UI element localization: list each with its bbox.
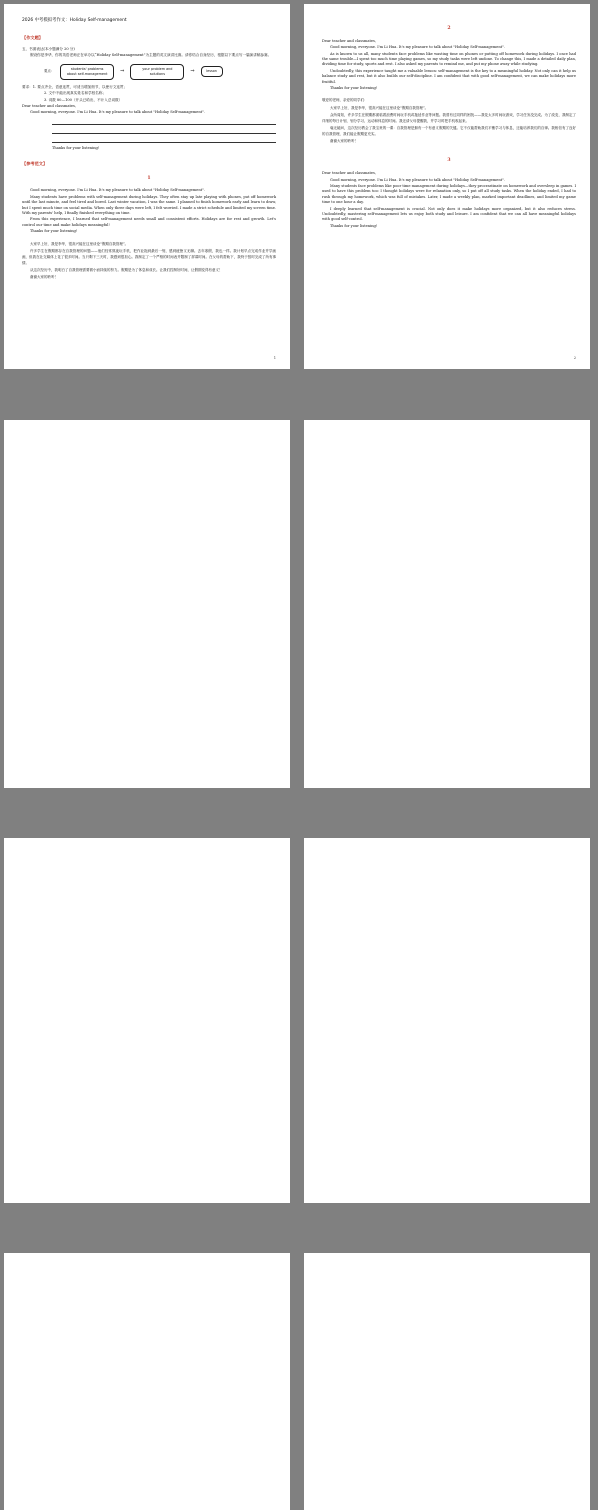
translation-paragraph: 大家早上好，我是李华，很高兴能在这里谈论“假期自我管理”。 (330, 105, 429, 110)
page-2 (304, 4, 590, 369)
essay-paragraph: Dear teacher and classmates, (322, 38, 377, 43)
writing-line (52, 137, 276, 143)
reference-section-label: 【参考范文】 (22, 161, 48, 167)
flow-label: 要点： (44, 69, 55, 74)
essay-paragraph: Many students face problems like poor time management during holidays—they procrastinate on homework and oversleep in games. I used to have this problem too: I thought holidays were for relaxation only, so I put off all study tasks. When the holiday ended, I had to rush through my homework, which was full of mistakes. Later, I made a weekly plan, marked important deadlines, and limited my game time to one hour a day. (322, 183, 576, 205)
translation-paragraph: 从这次经历中，我明白了自我管理需要微小而持续的努力。假期是为了休息和成长。让我们控制好时间，让假期变得有意义！ (30, 268, 223, 273)
task-section-label: 【作文题】 (22, 34, 43, 40)
page-number: 2 (573, 355, 576, 360)
essay-paragraph: Good morning, everyone. I'm Li Hua. It's my pleasure to talk about "Holiday Self-management". (330, 177, 505, 182)
opening-line: Good morning, everyone. I'm Li Hua. It's my pleasure to talk about "Holiday Self-management". (30, 110, 205, 115)
essay-paragraph: Many students have problems with self-management during holidays. They often stay up late playing with phones, put off homework until the last minute, and feel tired and bored. Last winter vacation, I was the same. I planned to finish homework early and learn to draw, but I spent much time on social media. When only three days were left, I felt worried. I made a strict schedule and limited my screen time. With my parents' help, I finally finished everything on time. (22, 194, 276, 215)
essay-paragraph: Thanks for your listening! (30, 229, 78, 234)
flow-box: lesson (201, 66, 223, 77)
opening-line: Dear teacher and classmates, (22, 104, 77, 109)
flow-box: students' problems about self-management (60, 64, 114, 80)
translation-paragraph: 许多学生在假期都存在自我管理的问题——他们经常熬夜玩手机，把作业拖到最后一刻，感到疲惫又无聊。去年寒假，我也一样。我计划早点完成作业并学画画，但我在社交媒体上花了很多时间。当只剩下三天时，我感到很担心。我制定了一个严格的时间表并限制了屏幕时间。在父母的帮助下，我终于按时完成了所有事情。 (22, 248, 276, 265)
page-4 (304, 420, 590, 788)
translation-paragraph: 谢谢大家的聆听！ (330, 139, 358, 144)
task-instruction: 五、书面表达(本小题满分 20 分) (22, 46, 75, 51)
page-header: 2026 中考模拟考作文：Holiday Self-management (22, 18, 127, 23)
translation-paragraph: 谢谢大家的聆听！ (30, 275, 58, 280)
page-8 (304, 1253, 590, 1510)
essay-paragraph: Dear teacher and classmates, (322, 171, 377, 176)
essay-paragraph: Thanks for your listening! (330, 223, 378, 228)
task-instruction: 假设你是李华，你的英语老师正在举办以“Holiday Self-management”为主题的英文演讲比赛。请你结合自身经历，根据以下要点写一篇演讲稿参赛。 (30, 53, 272, 58)
essay-number: 1 (147, 175, 151, 181)
essay-paragraph: As is known to us all, many students face problems like wasting time on phones or putting off homework during holidays. I once had the same trouble—I spent too much time playing games, so my study tasks were left undone. To change this, I made a detailed daily plan, dividing time for study, sports and rest. I also asked my parents to remind me, and put my phone away while studying. (322, 51, 576, 67)
translation-paragraph: 大家早上好，我是李华，很高兴能在这里谈论“假期自我管理”。 (30, 241, 129, 246)
essay-paragraph: From this experience, I learned that self-management needs small and consistent efforts. Holidays are for rest and growth. Let's control our time and make holidays meaningful! (22, 217, 276, 227)
arrow-right-icon: ⇒ (190, 68, 195, 75)
writing-line (52, 119, 276, 125)
requirement: 3. 词数 80—100（开头已给出，不计入总词数） (44, 97, 123, 102)
requirement: 要求：1. 要点齐全，语意连贯，可适当增加细节，以使行文连贯； (22, 84, 128, 89)
writing-line (52, 128, 276, 134)
requirement: 2. 文中不能出现真实姓名和学校名称； (44, 91, 107, 96)
essay-paragraph: Undoubtedly, this experience taught me a valuable lesson: self-management is the key to a meaningful holiday. Not only can it help us balance study and rest, but it also builds our self-discipline. I am confident that with good self-management, we can make holidays more fruitful. (322, 68, 576, 84)
page-3 (4, 420, 290, 788)
essay-number: 3 (447, 158, 451, 164)
arrow-right-icon: ⇒ (120, 68, 125, 75)
page-5 (4, 838, 290, 1203)
essay-paragraph: I deeply learned that self-management is crucial. Not only does it make holidays more organized, but it also reduces stress. Undoubtedly, mastering self-management lets us enjoy both study and leisure. I am confident that we can all have meaningful holidays with good self-control. (322, 206, 576, 222)
translation-paragraph: 众所周知，许多学生在假期都面临着浪费时间玩手机或拖延作业等问题。我曾有过同样的困扰——我花太多时间玩游戏，学习任务没完成。为了改变，我制定了详细的每日计划，划分学习、运动和休息的时间。我还请父母提醒我，并学习时把手机收起来。 (322, 112, 576, 123)
essay-paragraph: Good morning, everyone. I'm Li Hua. It's my pleasure to talk about "Holiday Self-management". (330, 45, 505, 50)
flow-box: your problem and solutions (130, 64, 184, 80)
outline-flowchart (44, 64, 276, 80)
essay-paragraph: Good morning, everyone. I'm Li Hua. It's my pleasure to talk about "Holiday Self-management". (30, 188, 205, 193)
essay-paragraph: Thanks for your listening! (330, 86, 378, 91)
page-7 (4, 1253, 290, 1510)
translation-paragraph: 敬爱的老师，亲爱的同学们： (322, 98, 368, 103)
page-6 (304, 838, 590, 1203)
translation-paragraph: 毫无疑问，这次经历教会了我宝贵的一课：自我管理是拥有一个有意义假期的关键。它不仅能帮助我们平衡学习与休息，还能培养我们的自律。我相信有了良好的自我管理，我们能让假期更充实。 (322, 125, 576, 137)
page-1 (4, 4, 290, 369)
closing-line: Thanks for your listening! (52, 145, 100, 150)
page-number: 1 (273, 355, 276, 360)
essay-number: 2 (447, 26, 451, 31)
